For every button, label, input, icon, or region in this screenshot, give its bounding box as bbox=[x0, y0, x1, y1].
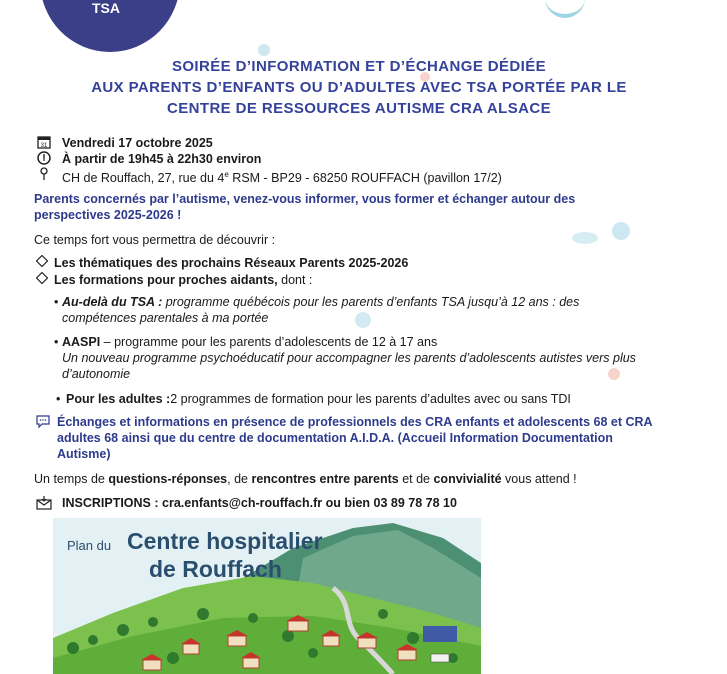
program-bullet: • bbox=[54, 295, 59, 309]
clock-icon bbox=[37, 151, 51, 165]
registration-contact[interactable]: INSCRIPTIONS : cra.enfants@ch-rouffach.fr ou bien 03 89 78 78 10 bbox=[62, 496, 457, 510]
event-date: Vendredi 17 octobre 2025 bbox=[62, 136, 213, 150]
program-item-2-description: Un nouveau programme psychoéducatif pour accompagner les parents d’adolescents autistes vers plus d’autonomie bbox=[62, 351, 636, 381]
svg-text:31: 31 bbox=[40, 143, 48, 149]
program-item-3: Pour les adultes :2 programmes de formation pour les parents d’adultes avec ou sans TDI bbox=[66, 392, 571, 406]
location-pin-icon bbox=[37, 167, 51, 181]
highlight-item: Les formations pour proches aidants, dont : bbox=[54, 273, 313, 287]
envelope-icon bbox=[36, 496, 52, 510]
map-label-small: Plan du bbox=[67, 538, 112, 553]
exchange-text: Échanges et informations en présence de professionnels des CRA enfants et adolescents 68 et CRA adultes 68 ainsi que du centre de documentation A.I.D.A. (Accueil Information Documentation Autisme) bbox=[57, 415, 653, 461]
program-item-1: Au-delà du TSA : programme québécois pour les parents d’enfants TSA jusqu’à 12 ans : des compétences parentales à ma portée bbox=[62, 295, 580, 325]
event-time: À partir de 19h45 à 22h30 environ bbox=[62, 152, 262, 166]
decor-swoosh bbox=[545, 0, 585, 18]
map-title-line1: Centre hospitalier bbox=[127, 528, 323, 554]
site-map-image bbox=[53, 518, 481, 674]
closing-text: Un temps de questions-réponses, de rencontres entre parents et de convivialité vous attend ! bbox=[34, 472, 577, 486]
decor-dot bbox=[258, 44, 270, 56]
highlight-item: Les thématiques des prochains Réseaux Parents 2025-2026 bbox=[54, 256, 409, 270]
diamond-bullet-icon bbox=[36, 272, 48, 284]
decor-dot bbox=[572, 232, 598, 244]
calendar-icon bbox=[37, 135, 51, 149]
page-title: SOIRÉE D’INFORMATION ET D’ÉCHANGE DÉDIÉE AUX PARENTS D’ENFANTS OU D’ADULTES AVEC TSA PORTÉE PAR LE CENTRE DE RESSOURCES AUTISME CRA ALSACE bbox=[91, 58, 627, 117]
intro-discover: Ce temps fort vous permettra de découvrir : bbox=[34, 233, 276, 247]
decor-dot bbox=[612, 222, 630, 240]
event-address: CH de Rouffach, 27, rue du 4e RSM - BP29 - 68250 ROUFFACH (pavillon 17/2) bbox=[62, 170, 502, 186]
diamond-bullet-icon bbox=[36, 255, 48, 267]
tsa-badge: TSA bbox=[92, 0, 120, 16]
map-title-line2: de Rouffach bbox=[149, 556, 282, 582]
program-bullet: • bbox=[54, 335, 59, 349]
chat-bubble-icon bbox=[36, 415, 50, 429]
program-bullet: • bbox=[56, 392, 61, 406]
intro-lead: Parents concernés par l’autisme, venez-vous informer, vous former et échanger autour des perspectives 2025-2026 ! bbox=[34, 192, 576, 222]
program-item-2: AASPI – programme pour les parents d’adolescents de 12 à 17 ans bbox=[62, 335, 438, 349]
